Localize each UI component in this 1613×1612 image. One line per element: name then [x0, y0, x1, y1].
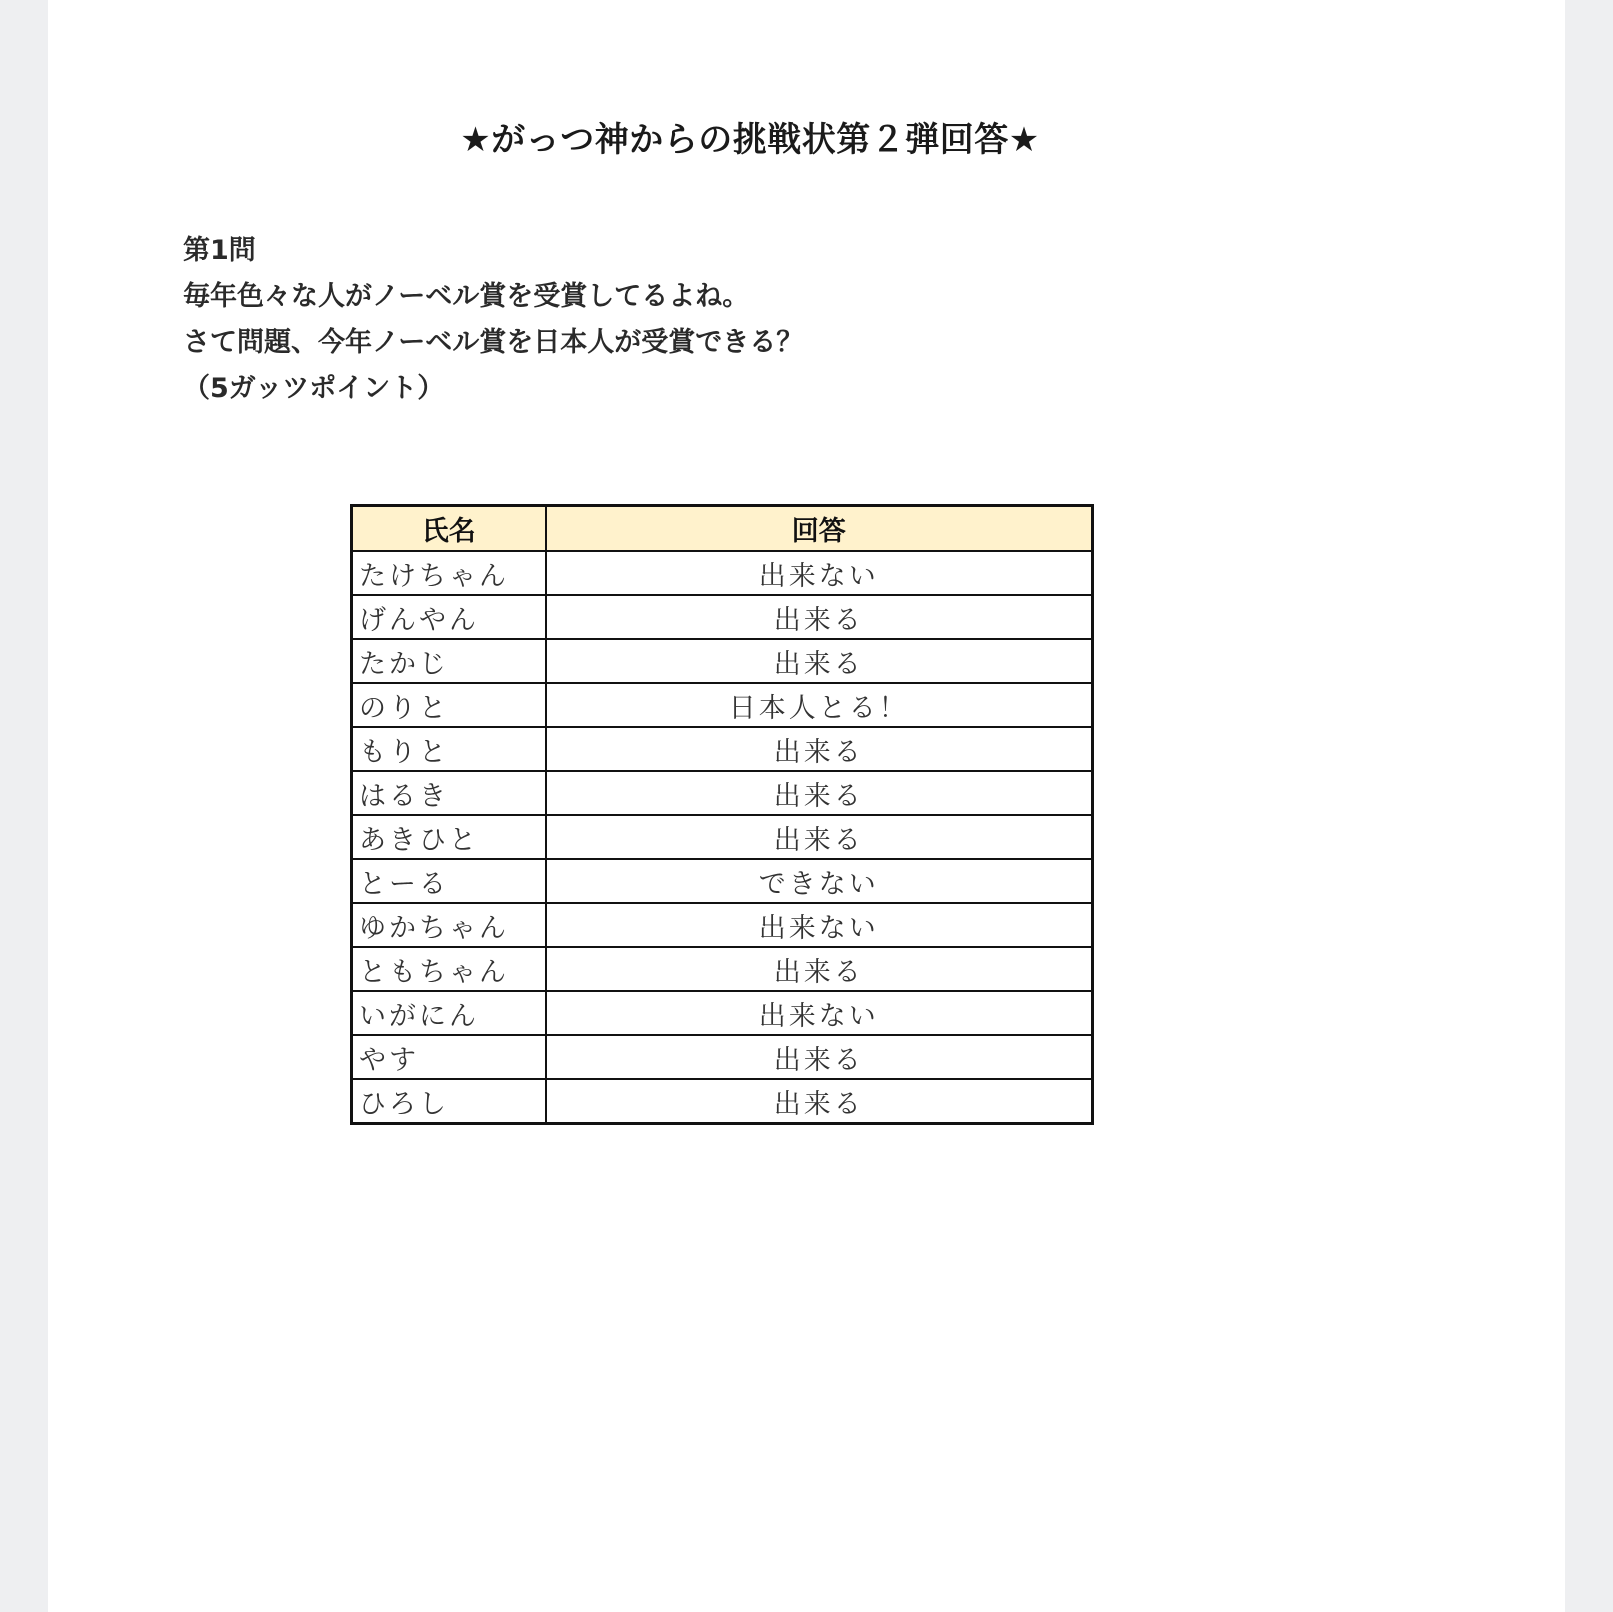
cell-answer: 出来ない: [546, 991, 1093, 1035]
table-row: [352, 815, 1093, 859]
cell-name: はるき: [352, 771, 546, 815]
document-page: [48, 0, 1565, 1612]
cell-answer: 出来る: [546, 639, 1093, 683]
question-number: 第1問: [183, 235, 256, 266]
table-row: [352, 639, 1093, 683]
cell-name: たかじ: [352, 639, 546, 683]
table-row: [352, 903, 1093, 947]
cell-answer: 出来る: [546, 947, 1093, 991]
header-answer: 回答: [546, 506, 1093, 552]
cell-name: とーる: [352, 859, 546, 903]
table-row: [352, 1079, 1093, 1124]
cell-answer: 出来る: [546, 595, 1093, 639]
cell-name: げんやん: [352, 595, 546, 639]
cell-name: のりと: [352, 683, 546, 727]
cell-answer: 出来ない: [546, 551, 1093, 595]
cell-answer: 出来ない: [546, 903, 1093, 947]
cell-answer: 出来る: [546, 771, 1093, 815]
cell-name: やす: [352, 1035, 546, 1079]
table-row: [352, 595, 1093, 639]
document-title: ★がっつ神からの挑戦状第２弾回答★: [460, 120, 1040, 160]
table-row: [352, 947, 1093, 991]
table-row: [352, 727, 1093, 771]
table-row: [352, 991, 1093, 1035]
question-points: （5ガッツポイント）: [183, 373, 445, 404]
table-row: [352, 1035, 1093, 1079]
cell-answer: 日本人とる！: [546, 683, 1093, 727]
cell-name: ゆかちゃん: [352, 903, 546, 947]
cell-name: ともちゃん: [352, 947, 546, 991]
question-block: [183, 228, 803, 412]
table-row: [352, 683, 1093, 727]
header-name: 氏名: [352, 506, 546, 552]
cell-name: あきひと: [352, 815, 546, 859]
answers-table: [350, 504, 1094, 1125]
cell-answer: 出来る: [546, 1035, 1093, 1079]
table-row: [352, 551, 1093, 595]
table-row: [352, 859, 1093, 903]
cell-name: たけちゃん: [352, 551, 546, 595]
cell-answer: できない: [546, 859, 1093, 903]
cell-name: いがにん: [352, 991, 546, 1035]
question-line-1: 毎年色々な人がノーベル賞を受賞してるよね。: [183, 281, 750, 312]
cell-answer: 出来る: [546, 815, 1093, 859]
question-line-2: さて問題、今年ノーベル賞を日本人が受賞できる？: [183, 327, 804, 358]
table-row: [352, 771, 1093, 815]
cell-name: ひろし: [352, 1079, 546, 1124]
cell-answer: 出来る: [546, 1079, 1093, 1124]
cell-name: もりと: [352, 727, 546, 771]
cell-answer: 出来る: [546, 727, 1093, 771]
table-header-row: [352, 506, 1093, 552]
